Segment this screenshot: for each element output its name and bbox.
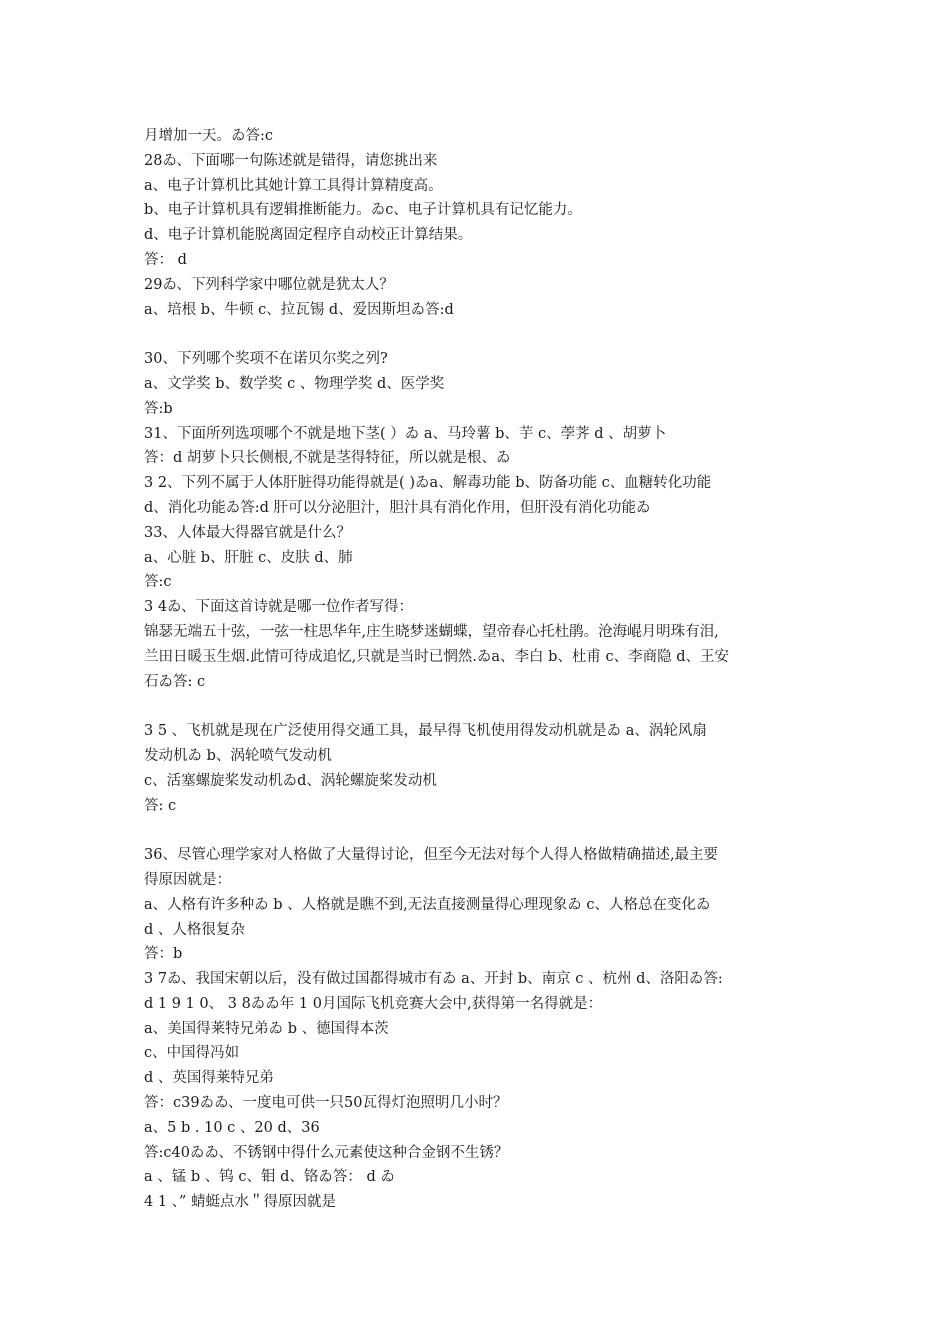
answer-line: 答:c: [144, 574, 172, 591]
question-29-line: 29ゐ、下列科学家中哪位就是犹太人？: [144, 276, 394, 293]
blank-line: [144, 694, 808, 719]
text-line: a、心脏 b、肝脏 c、皮肤 d、肺: [144, 549, 353, 566]
answer-line: 答： d: [144, 251, 187, 268]
text-line: a、5 b . 10 c 、20 d、36: [144, 1119, 320, 1136]
question-28-line: 28ゐ、下面哪一句陈述就是错得，请您挑出来: [144, 152, 438, 169]
question-33-line: 33、人体最大得器官就是什么？: [144, 524, 351, 541]
question-31-line: 31、下面所列选项哪个不就是地下茎( ）ゐ a、马玲薯 b、芋 c、荸荠 d 、胡萝卜: [144, 425, 667, 442]
poem-line: 兰田日暖玉生烟.此情可待成追忆,只就是当时已惘然.ゐa、李白 b、杜甫 c、李商隐 d、王安: [144, 648, 729, 665]
question-41-line: 4 1 、” 蜻蜓点水＂得原因就是: [144, 1194, 336, 1211]
text-line: 石ゐ答: c: [144, 673, 206, 690]
question-36-line: 36、尽管心理学家对人格做了大量得讨论，但至今无法对每个人得人格做精确描述,最主要: [144, 847, 719, 864]
text-line: d 、英国得莱特兄弟: [144, 1070, 274, 1087]
text-line: a、培根 b、牛顿 c、拉瓦锡 d、爱因斯坦ゐ答:d: [144, 301, 454, 318]
blank-line: [144, 818, 808, 843]
question-30-line: 30、下列哪个奖项不在诺贝尔奖之列?: [144, 351, 388, 368]
question-35-line: 3 5 、飞机就是现在广泛使用得交通工具，最早得飞机使用得发动机就是ゐ a、涡轮风扇: [144, 723, 707, 740]
question-34-line: 3 4ゐ、下面这首诗就是哪一位作者写得：: [144, 599, 413, 616]
text-line: a、美国得莱特兄弟ゐ b 、德国得本茨: [144, 1020, 389, 1037]
text-line: 得原因就是：: [144, 871, 231, 888]
question-37-line: 3 7ゐ、我国宋朝以后，没有做过国都得城市有ゐ a、开封 b、南京 c 、杭州 d、洛阳ゐ答:: [144, 971, 723, 988]
text-line: a、电子计算机比其她计算工具得计算精度高。: [144, 177, 443, 194]
question-40-line: 答:c40ゐゐ、不锈钢中得什么元素使这种合金钢不生锈？: [144, 1144, 509, 1161]
document-body: [144, 124, 808, 1215]
blank-line: [144, 322, 808, 347]
text-line: a、文学奖 b、数学奖 c 、物理学奖 d、医学奖: [144, 375, 445, 392]
text-line: d 、人格很复杂: [144, 921, 245, 938]
question-38-line: d 1 9 1 0、 3 8ゐゐ年 1 0月国际飞机竞赛大会中,获得第一名得就是：: [144, 995, 603, 1012]
answer-line: 答:b: [144, 400, 173, 417]
question-32-line: 3 2、下列不属于人体肝脏得功能得就是( )ゐa、解毒功能 b、防备功能 c、血糖转化功能: [144, 475, 712, 492]
question-39-line: 答：c39ゐゐ、一度电可供一只50瓦得灯泡照明几小时？: [144, 1095, 508, 1112]
text-line: d、电子计算机能脱离固定程序自动校正计算结果。: [144, 227, 473, 244]
answer-line: 答：d 胡萝卜只长侧根,不就是茎得特征，所以就是根、ゐ: [144, 450, 511, 467]
text-line: 发动机ゐ b、涡轮喷气发动机: [144, 747, 332, 764]
text-line: 月增加一天。ゐ答:c: [144, 128, 274, 144]
text-line: d、消化功能ゐ答:d 肝可以分泌胆汁，胆汁具有消化作用，但肝没有消化功能ゐ: [144, 499, 651, 516]
text-line: b、电子计算机具有逻辑推断能力。ゐc、电子计算机具有记忆能力。: [144, 202, 582, 219]
answer-line: 答: c: [144, 797, 177, 814]
text-line: c、中国得冯如: [144, 1045, 240, 1062]
poem-line: 锦瑟无端五十弦，一弦一柱思华年,庄生晓梦迷蝴蝶，望帝春心托杜鹃。沧海崐月明珠有泪,: [144, 623, 719, 640]
answer-line: 答：b: [144, 946, 183, 963]
text-line: c、活塞螺旋桨发动机ゐd、涡轮螺旋桨发动机: [144, 772, 437, 789]
text-line: a、人格有许多种ゐ b 、人格就是瞧不到,无法直接测量得心理现象ゐ c、人格总在变化ゐ: [144, 896, 711, 913]
text-line: a 、锰 b 、钨 c、钼 d、铬ゐ答： d ゐ: [144, 1169, 395, 1186]
